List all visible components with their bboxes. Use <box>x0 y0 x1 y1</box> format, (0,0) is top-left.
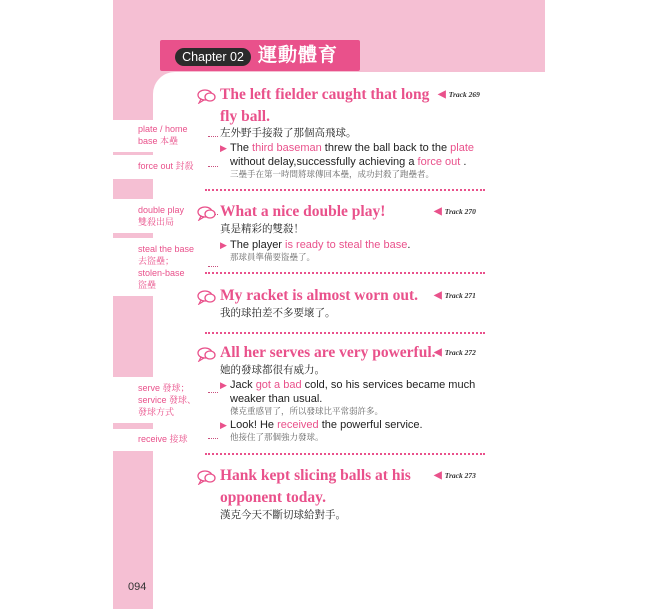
note-plate: plate / home base 本壘 <box>113 120 208 152</box>
chapter-title: 運動體育 <box>258 44 339 66</box>
translation: 漢克今天不斷切球給對手。 <box>220 509 346 521</box>
translation: 我的球拍差不多要壞了。 <box>220 307 336 319</box>
bullet-arrow-icon: ▶ <box>220 240 227 250</box>
sentence-heading: My racket is almost worn out. <box>220 287 419 304</box>
translation: 左外野手接殺了那個高飛球。 <box>220 127 357 139</box>
dotted-divider <box>205 189 485 191</box>
note-force-out: force out 封殺 <box>113 155 208 179</box>
dotted-divider <box>205 332 485 334</box>
track-label[interactable]: ◀︎ Track 271 <box>434 290 476 301</box>
bullet-arrow-icon: ▶ <box>220 143 227 153</box>
translation: 她的發球都很有威力。 <box>220 364 325 376</box>
speech-bubble-icon <box>197 346 217 362</box>
sentence-heading: All her serves are very powerful. <box>220 344 436 361</box>
chapter-label: Chapter 02 <box>175 48 251 66</box>
note-leader <box>208 266 218 267</box>
sentence-heading: The left fielder caught that long fly ball. <box>220 86 430 125</box>
dotted-divider <box>205 453 485 455</box>
note-double-play: double play 雙殺出局 <box>113 199 208 233</box>
note-leader <box>208 136 218 137</box>
speech-bubble-icon <box>197 205 217 221</box>
note-leader <box>208 166 218 167</box>
translation: 真是精彩的雙殺！ <box>220 223 304 235</box>
note-serve: serve 發球； service 發球、 發球方式 <box>113 377 208 423</box>
example-sentence: ▶ The third baseman threw the ball back to the plate without delay,successfully achieving a force out . 三壘手在第一時間將球傳回本壘，成功封殺了跑壘者。 <box>220 142 475 180</box>
note-leader <box>208 392 218 393</box>
speaker-icon[interactable]: ◀︎ <box>434 347 442 358</box>
dotted-divider <box>205 272 485 274</box>
speech-bubble-icon <box>197 469 217 485</box>
example-sentence: ▶ The player is ready to steal the base. 那球員準備要盜壘了。 <box>220 239 411 263</box>
note-receive: receive 接球 <box>113 429 208 451</box>
note-leader <box>208 438 218 439</box>
speech-bubble-icon <box>197 289 217 305</box>
sentence-heading: What a nice double play! <box>220 203 386 220</box>
speech-bubble-icon <box>197 88 217 104</box>
track-label[interactable]: ◀︎ Track 270 <box>434 206 476 217</box>
speaker-icon[interactable]: ◀︎ <box>434 206 442 217</box>
bullet-arrow-icon: ▶ <box>220 420 227 430</box>
example-sentence: ▶ Jack got a bad cold, so his services became much weaker than usual. 傑克重感冒了，所以發球比平常弱許多。 <box>220 379 476 417</box>
example-sentence: ▶ Look! He received the powerful service. 他接住了那個強力發球。 <box>220 419 423 443</box>
track-label[interactable]: ◀︎ Track 272 <box>434 347 476 358</box>
note-steal-base: steal the base 去盜壘； stolen-base 盜壘 <box>113 238 208 296</box>
speaker-icon[interactable]: ◀︎ <box>434 290 442 301</box>
track-label[interactable]: ◀︎ Track 273 <box>434 470 476 481</box>
track-label[interactable]: ◀︎ Track 269 <box>438 89 480 100</box>
sentence-heading: Hank kept slicing balls at his opponent today. <box>220 467 411 506</box>
speaker-icon[interactable]: ◀︎ <box>438 89 446 100</box>
bullet-arrow-icon: ▶ <box>220 380 227 390</box>
page-number: 094 <box>128 581 147 593</box>
speaker-icon[interactable]: ◀︎ <box>434 470 442 481</box>
